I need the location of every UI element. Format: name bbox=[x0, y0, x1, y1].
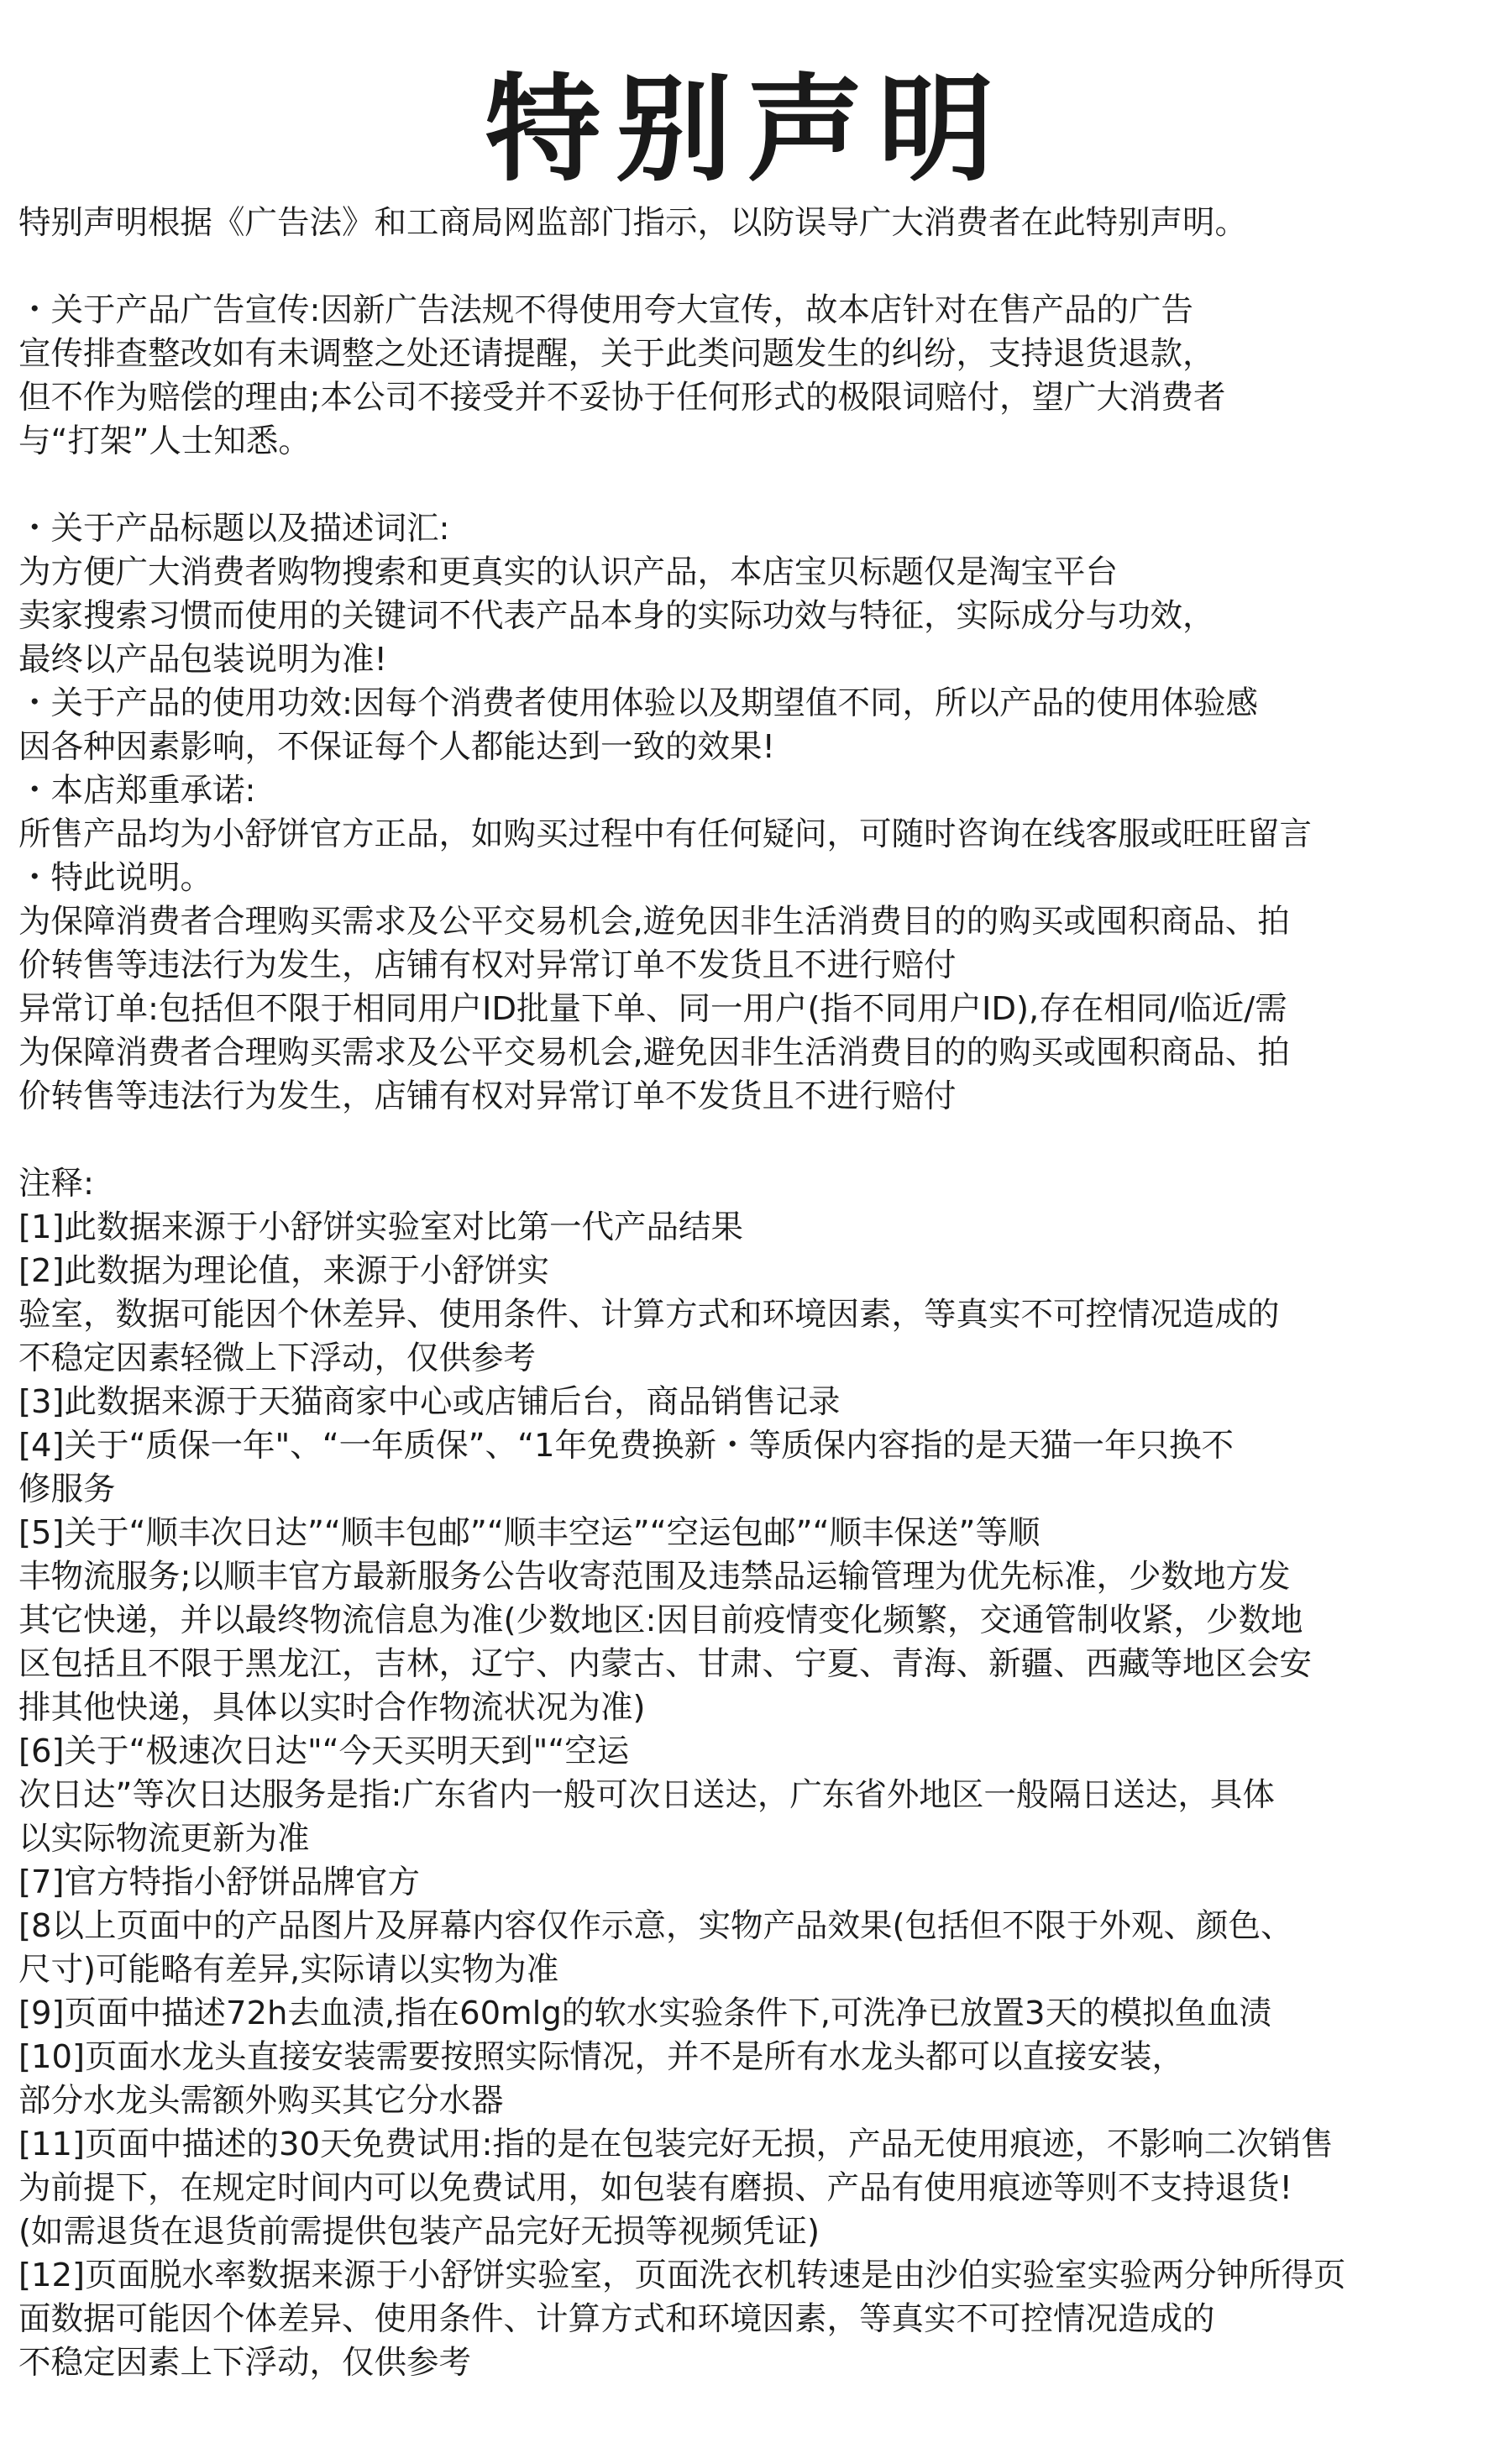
blank-line bbox=[18, 1119, 1476, 1162]
text-line: 宣传排查整改如有未调整之处还请提醒，关于此类问题发生的纠纷，支持退货退款， bbox=[18, 335, 1215, 373]
text-line: 次日达”等次日达服务是指:广东省内一般可次日送达，广东省外地区一般隔日送达，具体 bbox=[18, 1776, 1275, 1814]
text-line: [3]此数据来源于天猫商家中心或店铺后台，商品销售记录 bbox=[18, 1383, 841, 1421]
statement-body bbox=[18, 202, 1476, 2385]
text-line: 注释: bbox=[18, 1165, 94, 1203]
text-line: [2]此数据为理论值，来源于小舒饼实 bbox=[18, 1252, 550, 1290]
text-line: 为保障消费者合理购买需求及公平交易机会,避免因非生活消费目的的购买或囤积商品、拍 bbox=[18, 1034, 1290, 1072]
text-line: [8以上页面中的产品图片及屏幕内容仅作示意，实物产品效果(包括但不限于外观、颜色、 bbox=[18, 1907, 1293, 1945]
text-line: 但不作为赔偿的理由;本公司不接受并不妥协于任何形式的极限词赔付，望广大消费者 bbox=[18, 379, 1226, 417]
text-line: 最终以产品包装说明为准! bbox=[18, 641, 387, 679]
text-line: ・关于产品广告宣传:因新广告法规不得使用夸大宣传，故本店针对在售产品的广告 bbox=[18, 291, 1193, 329]
text-line: [1]此数据来源于小舒饼实验室对比第一代产品结果 bbox=[18, 1208, 744, 1246]
text-line: 卖家搜索习惯而使用的关键词不代表产品本身的实际功效与特征，实际成分与功效， bbox=[18, 597, 1215, 635]
text-line: 价转售等违法行为发生，店铺有权对异常订单不发货且不进行赔付 bbox=[18, 946, 957, 984]
text-line: ・本店郑重承诺: bbox=[18, 772, 256, 810]
text-line: 不稳定因素轻微上下浮动，仅供参考 bbox=[18, 1339, 537, 1377]
blank-line bbox=[18, 245, 1476, 289]
text-line: 为方便广大消费者购物搜索和更真实的认识产品，本店宝贝标题仅是淘宝平台 bbox=[18, 553, 1119, 591]
text-line: 丰物流服务;以顺丰官方最新服务公告收寄范围及违禁品运输管理为优先标准，少数地方发 bbox=[18, 1558, 1291, 1596]
text-line: [10]页面水龙头直接安装需要按照实际情况，并不是所有水龙头都可以直接安装， bbox=[18, 2038, 1185, 2076]
text-line: 验室，数据可能因个休差异、使用条件、计算方式和环境因素，等真实不可控情况造成的 bbox=[18, 1296, 1280, 1334]
text-line: 为保障消费者合理购买需求及公平交易机会,遊免因非生活消费目的的购买或囤积商品、拍 bbox=[18, 903, 1290, 941]
text-line: 区包括且不限于黑龙江，吉林，辽宁、内蒙古、甘肃、宁夏、青海、新疆、西藏等地区会安 bbox=[18, 1645, 1313, 1683]
text-line: 尺寸)可能略有差异,实际请以实物为准 bbox=[18, 1951, 559, 1989]
text-line: 与“打架”人士知悉。 bbox=[18, 422, 311, 460]
page-title: 特别声明 bbox=[485, 62, 1009, 197]
text-line: 排其他快递，具体以实时合作物流状况为准) bbox=[18, 1689, 646, 1727]
text-line: 以实际物流更新为准 bbox=[18, 1820, 310, 1858]
text-line: 价转售等违法行为发生，店铺有权对异常订单不发货且不进行赔付 bbox=[18, 1077, 957, 1115]
text-line: [4]关于“质保一年"、“一年质保”、“1年免费换新・等质保内容指的是天猫一年只换不 bbox=[18, 1427, 1235, 1465]
text-line: [6]关于“极速次日达"“今天买明天到"“空运 bbox=[18, 1733, 630, 1770]
text-line: ・特此说明。 bbox=[18, 859, 213, 897]
text-line: (如需退货在退货前需提供包装产品完好无损等视频凭证) bbox=[18, 2213, 820, 2251]
text-line: 其它快递，并以最终物流信息为准(少数地区:因目前疫情变化频繁，交通管制收紧，少数地 bbox=[18, 1602, 1303, 1639]
blank-line bbox=[18, 464, 1476, 507]
text-line: [12]页面脱水率数据来源于小舒饼实验室，页面洗衣机转速是由沙伯实验室实验两分钟所得页 bbox=[18, 2257, 1346, 2294]
text-line: 所售产品均为小舒饼官方正品，如购买过程中有任何疑问，可随时咨询在线客服或旺旺留言 bbox=[18, 815, 1313, 853]
text-line: 为前提下，在规定时间内可以免费试用，如包装有磨损、产品有使用痕迹等则不支持退货! bbox=[18, 2169, 1292, 2207]
text-line: [9]页面中描述72h去血渍,指在60mlg的软水实验条件下,可洗净已放置3天的模拟鱼血渍 bbox=[18, 1995, 1272, 2032]
text-line: 异常订单:包括但不限于相同用户ID批量下单、同一用户(指不同用户ID),存在相同/临近/需 bbox=[18, 990, 1287, 1028]
text-line: ・关于产品的使用功效:因每个消费者使用体验以及期望值不同，所以产品的使用体验感 bbox=[18, 684, 1258, 722]
text-line: 不稳定因素上下浮动，仅供参考 bbox=[18, 2344, 472, 2382]
text-line: 修服务 bbox=[18, 1471, 116, 1508]
text-line: [7]官方特指小舒饼品牌官方 bbox=[18, 1864, 421, 1901]
text-line: [11]页面中描述的30天免费试用:指的是在包装完好无损，产品无使用痕迹，不影响二次销售 bbox=[18, 2126, 1334, 2163]
text-line: 特别声明根据《广告法》和工商局网监部门指示，以防误导广大消费者在此特别声明。 bbox=[18, 204, 1248, 242]
text-line: 因各种因素影响，不保证每个人都能达到一致的效果! bbox=[18, 728, 775, 766]
text-line: 部分水龙头需额外购买其它分水器 bbox=[18, 2082, 504, 2120]
text-line: ・关于产品标题以及描述词汇: bbox=[18, 510, 450, 548]
text-line: [5]关于“顺丰次日达”“顺丰包邮”“顺丰空运”“空运包邮”“顺丰保送”等顺 bbox=[18, 1514, 1041, 1552]
text-line: 面数据可能因个体差异、使用条件、计算方式和环境因素，等真实不可控情况造成的 bbox=[18, 2300, 1215, 2338]
